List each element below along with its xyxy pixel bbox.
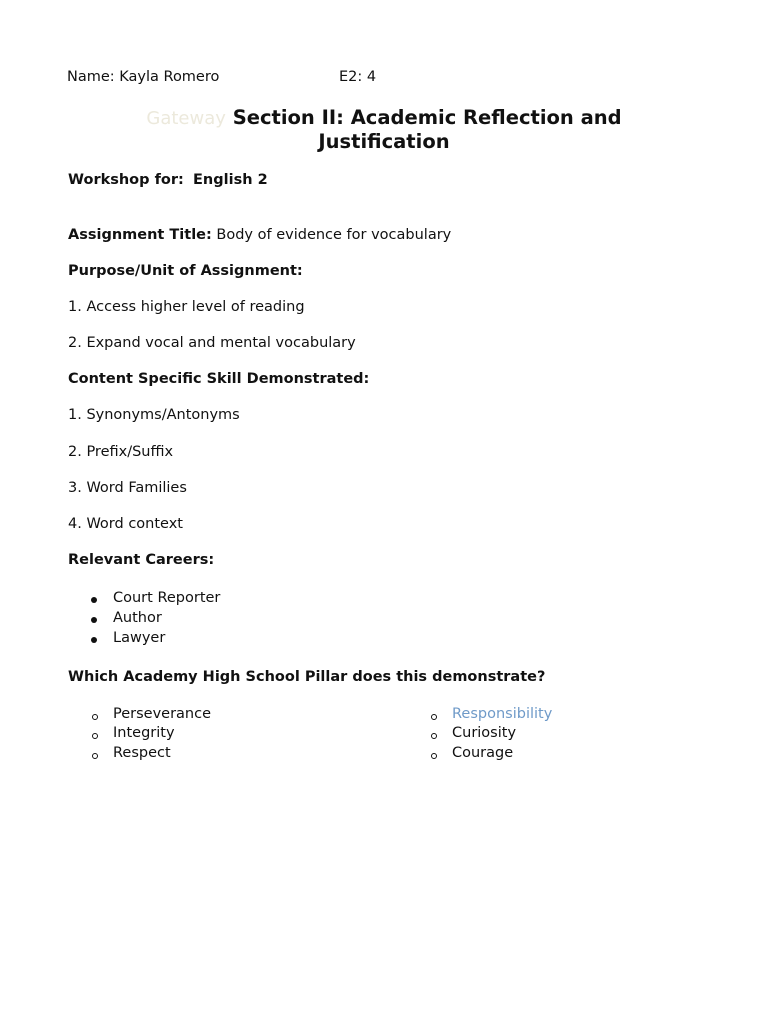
purpose-item: 1. Access higher level of reading (68, 299, 305, 315)
assignment-value: Body of evidence for vocabulary (216, 227, 452, 243)
assignment-line (68, 227, 451, 243)
list-item (452, 725, 516, 741)
list-item (452, 706, 552, 722)
bullet-icon (91, 597, 97, 603)
circle-bullet-icon (92, 733, 98, 739)
section-title-line1 (0, 106, 768, 131)
pillar-label: Perseverance (113, 706, 212, 722)
pillar-label-highlighted: Responsibility (452, 706, 553, 722)
gateway-ghost-text: Gateway (146, 108, 226, 129)
workshop-line (68, 172, 268, 188)
list-item (113, 725, 175, 741)
workshop-label: Workshop for: (68, 172, 184, 188)
pillar-label: Courage (452, 745, 514, 761)
purpose-item: 2. Expand vocal and mental vocabulary (68, 335, 356, 351)
skill-item: 2. Prefix/Suffix (68, 444, 174, 460)
student-name: Name: Kayla Romero (67, 69, 220, 85)
skill-item: 4. Word context (68, 516, 183, 532)
circle-bullet-icon (431, 733, 437, 739)
e2-score: E2: 4 (339, 69, 377, 85)
list-item (113, 630, 165, 646)
skills-heading: Content Specific Skill Demonstrated: (68, 371, 370, 387)
bullet-icon (91, 637, 97, 643)
pillar-label: Integrity (113, 725, 175, 741)
skill-item: 3. Word Families (68, 480, 187, 496)
bullet-icon (91, 617, 97, 623)
section-title-line2: Justification (318, 130, 450, 153)
pillar-label: Respect (113, 745, 171, 761)
circle-bullet-icon (92, 753, 98, 759)
career-label: Lawyer (113, 630, 166, 646)
circle-bullet-icon (92, 714, 98, 720)
list-item (113, 610, 162, 626)
list-item (113, 706, 211, 722)
list-item (452, 745, 513, 761)
list-item (113, 745, 171, 761)
careers-heading: Relevant Careers: (68, 552, 215, 568)
section-title-text: Section II: Academic Reflection and (232, 106, 622, 129)
pillar-question: Which Academy High School Pillar does this demonstrate? (68, 669, 546, 685)
skill-item: 1. Synonyms/Antonyms (68, 407, 240, 423)
workshop-value: English 2 (193, 172, 268, 188)
circle-bullet-icon (431, 753, 437, 759)
purpose-heading: Purpose/Unit of Assignment: (68, 263, 303, 279)
assignment-label: Assignment Title: (68, 227, 212, 243)
list-item (113, 590, 220, 606)
pillar-label: Curiosity (452, 725, 517, 741)
circle-bullet-icon (431, 714, 437, 720)
career-label: Author (113, 610, 162, 626)
career-label: Court Reporter (113, 590, 221, 606)
